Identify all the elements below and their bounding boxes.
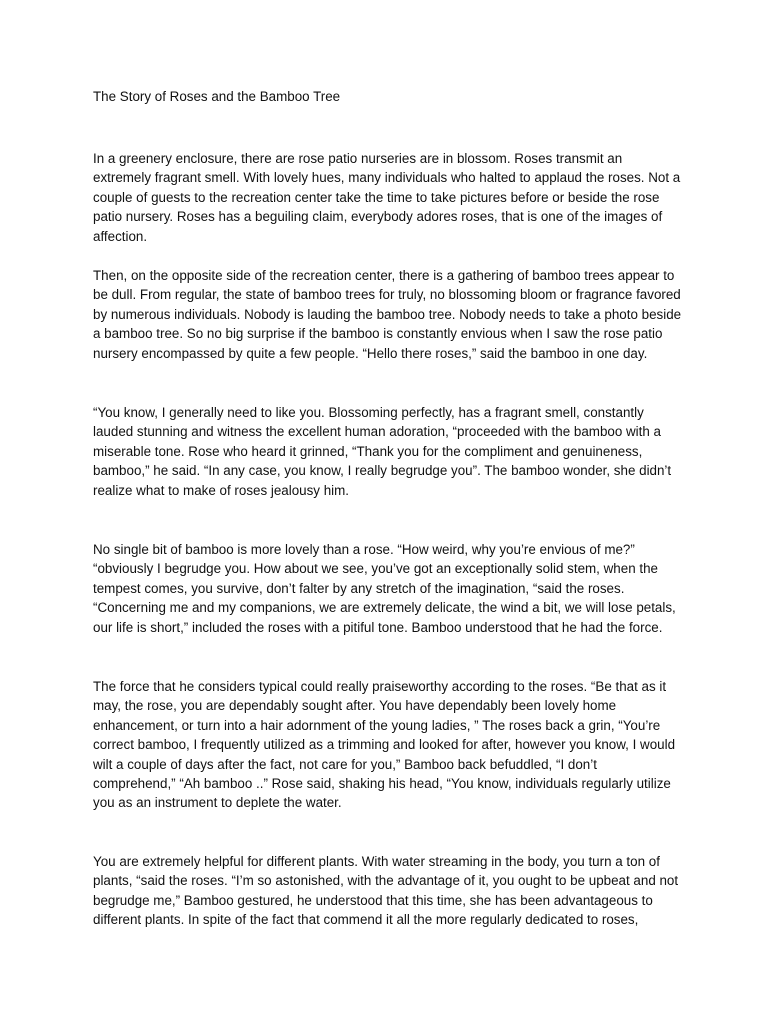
paragraph: The force that he considers typical could really praiseworthy according to the roses. “Be that as it may, the rose, you are dependably sought after. You have dependably been lovely home enhancement, or turn into a hair adornment of the young ladies, ” The roses back a grin, “You’re correct bamboo, I frequently utilized as a trimming and looked for after, however you know, I would wilt a couple of days after the fact, not care for you,” Bamboo back befuddled, “I don’t comprehend,” “Ah bamboo ..” Rose said, shaking his head, “You know, individuals regularly utilize you as an instrument to deplete the water.	[93, 679, 676, 811]
document-title: The Story of Roses and the Bamboo Tree	[93, 89, 341, 104]
paragraph: You are extremely helpful for different plants. With water streaming in the body, you turn a ton of plants, “said the roses. “I’m so astonished, with the advantage of it, you ought to be upbeat and not begrudge me,” Bamboo gestured, he understood that this time, she has been advantageous to different plants. In spite of the fact that commend it all the more regularly dedicated to roses,	[93, 854, 679, 928]
paragraph: No single bit of bamboo is more lovely than a rose. “How weird, why you’re envious of me?” “obviously I begrudge you. How about we see, you’ve got an exceptionally solid stem, when the tempest comes, you survive, don’t falter by any stretch of the imagination, “said the roses. “Concerning me and my companions, we are extremely delicate, the wind a bit, we will lose petals, our life is short,” included the roses with a pitiful tone. Bamboo understood that he had the force.	[93, 542, 676, 635]
paragraph: “You know, I generally need to like you. Blossoming perfectly, has a fragrant smell, constantly lauded stunning and witness the excellent human adoration, “proceeded with the bamboo with a miserable tone. Rose who heard it grinned, “Thank you for the compliment and genuineness, bamboo,” he said. “In any case, you know, I really begrudge you”. The bamboo wonder, she didn’t realize what to make of roses jealousy him.	[93, 405, 672, 498]
paragraph: Then, on the opposite side of the recreation center, there is a gathering of bamboo trees appear to be dull. From regular, the state of bamboo trees for truly, no blossoming bloom or fragrance favored by numerous individuals. Nobody is lauding the bamboo tree. Nobody needs to take a photo beside a bamboo tree. So no big surprise if the bamboo is constantly envious when I saw the rose patio nursery encompassed by quite a few people. “Hello there roses,” said the bamboo in one day.	[93, 268, 682, 361]
paragraph: In a greenery enclosure, there are rose patio nurseries are in blossom. Roses transmit an extremely fragrant smell. With lovely hues, many individuals who halted to applaud the roses. Not a couple of guests to the recreation center take the time to take pictures before or beside the rose patio nursery. Roses has a beguiling claim, everybody adores roses, that is one of the images of affection.	[93, 151, 681, 244]
